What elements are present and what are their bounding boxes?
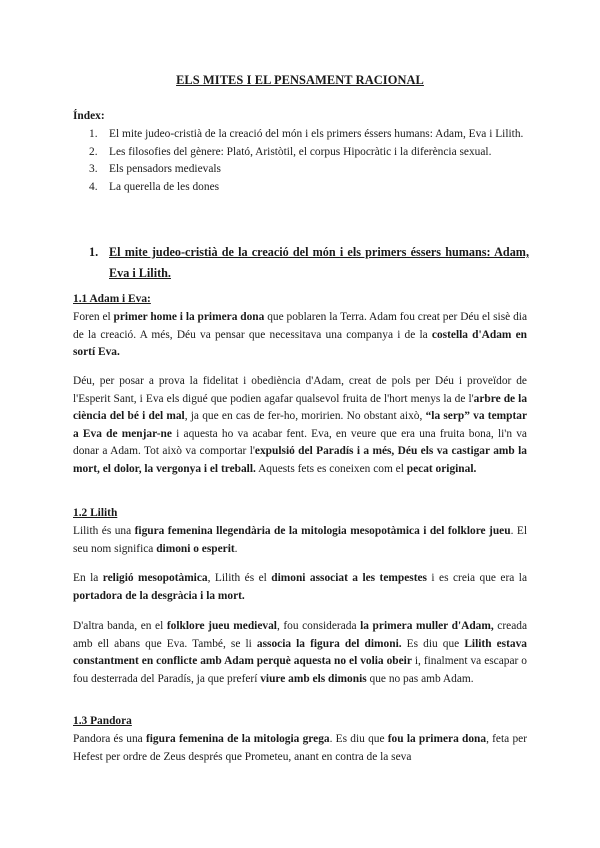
- paragraph-lilith-3: D'altra banda, en el folklore jueu medieval, fou considerada la primera muller d'Adam, creada amb ell abans que Eva. També, se li associa la figura del dimoni. Es diu que Lilith estava constantment en conflicte amb Adam perquè aquesta no el volia obeir i, finalment va escapar o fou desterrada del Paradís, ja que preferí viure amb els dimonis que no pas amb Adam.: [73, 620, 528, 685]
- section-heading-1: 1. El mite judeo-cristià de la creació del món i els primers éssers humans: Adam, Eva i Lilith.: [89, 245, 529, 280]
- index-item: 2. Les filosofies del gènere: Plató, Aristòtil, el corpus Hipocràtic i la diferència sexual.: [89, 145, 492, 158]
- index-list: [73, 126, 529, 196]
- index-item: 1. El mite judeo-cristià de la creació del món i els primers éssers humans: Adam, Eva i Lilith.: [89, 128, 524, 140]
- subheading-adam-eva: 1.1 Adam i Eva:: [73, 293, 151, 305]
- subheading-lilith: 1.2 Lilith: [73, 507, 118, 519]
- paragraph-adam-eva-2: Déu, per posar a prova la fidelitat i obediència d'Adam, creat de pols per Déu i proveïdor de l'Esperit Sant, i Eva els digué que podien agafar qualsevol fruita de l'hort menys la de l'arbre de la ciència del bé i del mal, ja que en cas de fer-ho, moririen. No obstant això, “la serp” va temptar a Eva de menjar-ne i aquesta ho va acabar fent. Eva, en veure que era una fruita bona, li'n va donar a Adam. Tot això va comportar l'expulsió del Paradís i a més, Déu els va castigar amb la mort, el dolor, la vergonya i el treball. Aquests fets es coneixen com el pecat original.: [73, 375, 528, 475]
- index-item: 4. La querella de les dones: [89, 180, 220, 193]
- paragraph-pandora-1: Pandora és una figura femenina de la mitologia grega. Es diu que fou la primera dona, feta per Hefest per ordre de Zeus després que Prometeu, anant en contra de la seva: [73, 733, 527, 763]
- document-title: ELS MITES I EL PENSAMENT RACIONAL: [176, 73, 424, 87]
- paragraph-lilith-1: Lilith és una figura femenina llegendària de la mitologia mesopotàmica i del folklore jueu. El seu nom significa dimoni o esperit.: [73, 525, 527, 555]
- index-item: 3. Els pensadors medievals: [89, 163, 221, 175]
- subheading-pandora: 1.3 Pandora: [73, 715, 132, 727]
- paragraph-lilith-2: En la religió mesopotàmica, Lilith és el dimoni associat a les tempestes i es creia que era la portadora de la desgràcia i la mort.: [73, 572, 527, 602]
- paragraph-adam-eva-1: Foren el primer home i la primera dona que poblaren la Terra. Adam fou creat per Déu el sisè dia de la creació. A més, Déu va pensar que necessitava una companya i de la costella d'Adam en sortí Eva.: [73, 311, 528, 358]
- index-heading: Índex:: [73, 110, 105, 122]
